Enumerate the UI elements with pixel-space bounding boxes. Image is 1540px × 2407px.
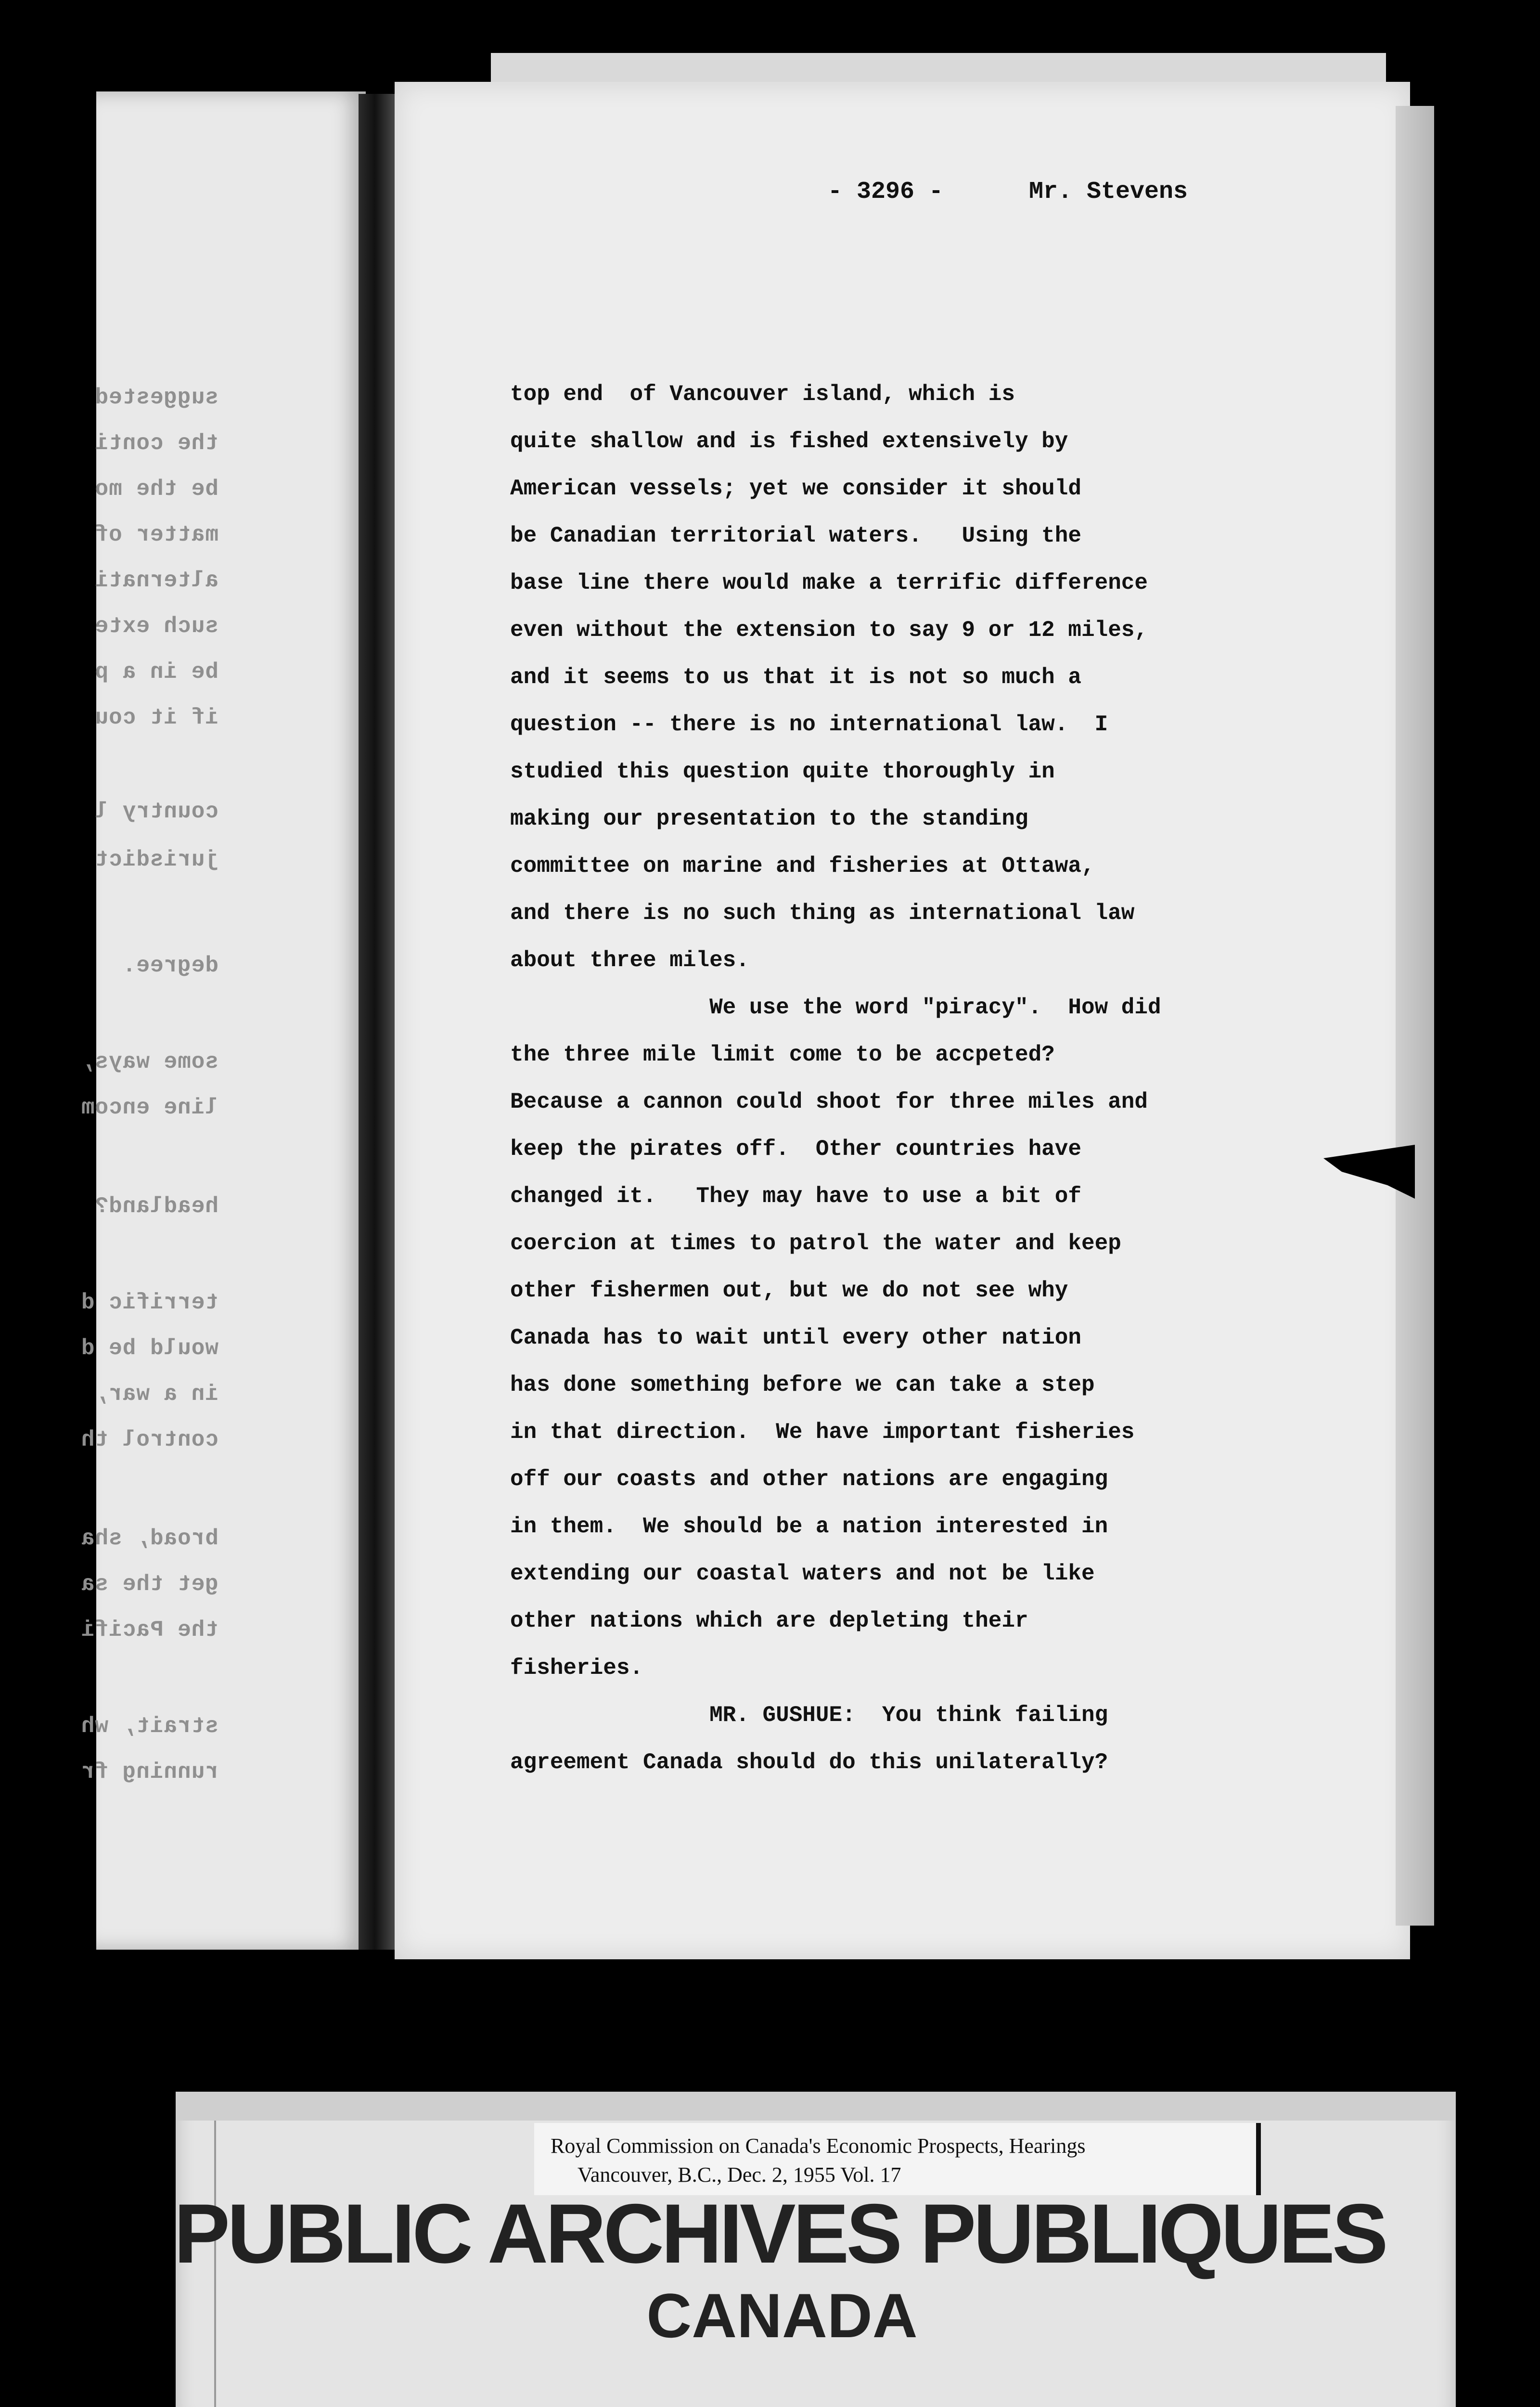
transcript-line: quite shallow and is fished extensively by bbox=[510, 429, 1068, 454]
transcript-line: extending our coastal waters and not be like bbox=[510, 1561, 1095, 1586]
transcript-line: question -- there is no international law. I bbox=[510, 712, 1108, 737]
bleed-through-line: some ways, bbox=[80, 1049, 218, 1074]
transcript-line: studied this question quite thoroughly in bbox=[510, 759, 1055, 784]
transcript-line: American vessels; yet we consider it should bbox=[510, 476, 1081, 501]
bleed-through-line: terrific d bbox=[80, 1290, 218, 1315]
transcript-line: even without the extension to say 9 or 12 miles, bbox=[510, 618, 1148, 643]
archive-stamp-country: CANADA bbox=[646, 2280, 918, 2351]
transcript-line: coercion at times to patrol the water and keep bbox=[510, 1231, 1121, 1256]
transcript-line: top end of Vancouver island, which is bbox=[510, 382, 1015, 407]
bleed-through-line: running fr bbox=[80, 1760, 218, 1785]
transcript-line: fisheries. bbox=[510, 1656, 643, 1681]
citation-line-2: Vancouver, B.C., Dec. 2, 1955 Vol. 17 bbox=[578, 2163, 901, 2187]
transcript-line: about three miles. bbox=[510, 948, 749, 973]
transcript-line: agreement Canada should do this unilaterally? bbox=[510, 1750, 1108, 1775]
bleed-through-line: the conti bbox=[94, 431, 218, 456]
page-number: - 3296 - bbox=[828, 178, 944, 206]
bleed-through-line: jurisdict bbox=[94, 847, 218, 872]
transcript-line: and it seems to us that it is not so much a bbox=[510, 665, 1081, 690]
bleed-through-line: suggested bbox=[94, 385, 218, 410]
bleed-through-line: country l bbox=[94, 799, 218, 824]
bleed-through-line: be the mo bbox=[94, 477, 218, 502]
archive-stamp-title: PUBLIC ARCHIVES PUBLIQUES bbox=[174, 2187, 1386, 2281]
transcript-line: changed it. They may have to use a bit of bbox=[510, 1184, 1081, 1209]
bleed-through-line: alternati bbox=[94, 568, 218, 593]
bleed-through-line: would be d bbox=[80, 1336, 218, 1361]
transcript-line: committee on marine and fisheries at Ottawa, bbox=[510, 854, 1095, 879]
bleed-through-line: broad, sha bbox=[80, 1526, 218, 1551]
transcript-line: off our coasts and other nations are engaging bbox=[510, 1467, 1108, 1492]
transcript-line: We use the word "piracy". How did bbox=[510, 995, 1161, 1020]
transcript-line: other fishermen out, but we do not see why bbox=[510, 1278, 1068, 1303]
speaker-name: Mr. Stevens bbox=[1029, 178, 1188, 206]
transcript-line: base line there would make a terrific difference bbox=[510, 570, 1148, 595]
bleed-through-line: the Pacifi bbox=[80, 1618, 218, 1643]
transcript-line: and there is no such thing as international law bbox=[510, 901, 1135, 926]
bleed-through-line: headland? bbox=[94, 1194, 218, 1219]
transcript-line: has done something before we can take a step bbox=[510, 1372, 1095, 1398]
transcript-line: be Canadian territorial waters. Using the bbox=[510, 523, 1081, 548]
bleed-through-line: line encom bbox=[80, 1095, 218, 1120]
bleed-through-text bbox=[80, 91, 366, 1950]
transcript-line: other nations which are depleting their bbox=[510, 1608, 1028, 1633]
bleed-through-line: be in a p bbox=[94, 660, 218, 685]
archive-citation-label bbox=[534, 2123, 1261, 2195]
transcript-line: keep the pirates off. Other countries have bbox=[510, 1137, 1081, 1162]
label-strip bbox=[176, 2092, 1456, 2121]
bleed-through-line: strait, wh bbox=[80, 1714, 218, 1739]
bleed-through-line: control th bbox=[80, 1427, 218, 1452]
bleed-through-line: in a war, bbox=[94, 1382, 218, 1407]
bleed-through-line: matter of bbox=[94, 522, 218, 547]
transcript-body bbox=[510, 371, 1232, 1786]
transcript-line: MR. GUSHUE: You think failing bbox=[510, 1703, 1108, 1728]
page-edge-right bbox=[1396, 106, 1434, 1926]
bleed-through-line: degree. bbox=[122, 953, 218, 978]
left-page bbox=[80, 91, 366, 1950]
binding-gutter bbox=[359, 94, 399, 1950]
bleed-through-line: such exte bbox=[94, 614, 218, 639]
bleed-through-line: if it cou bbox=[94, 705, 218, 730]
transcript-line: Because a cannon could shoot for three miles and bbox=[510, 1089, 1148, 1114]
bleed-through-line: get the sa bbox=[80, 1572, 218, 1597]
transcript-line: making our presentation to the standing bbox=[510, 806, 1028, 831]
transcript-line: the three mile limit come to be accpeted? bbox=[510, 1042, 1055, 1067]
citation-line-1: Royal Commission on Canada's Economic Prospects, Hearings bbox=[551, 2134, 1086, 2158]
transcript-line: in them. We should be a nation interested in bbox=[510, 1514, 1108, 1539]
transcript-line: in that direction. We have important fisheries bbox=[510, 1420, 1135, 1445]
transcript-line: Canada has to wait until every other nation bbox=[510, 1325, 1081, 1350]
